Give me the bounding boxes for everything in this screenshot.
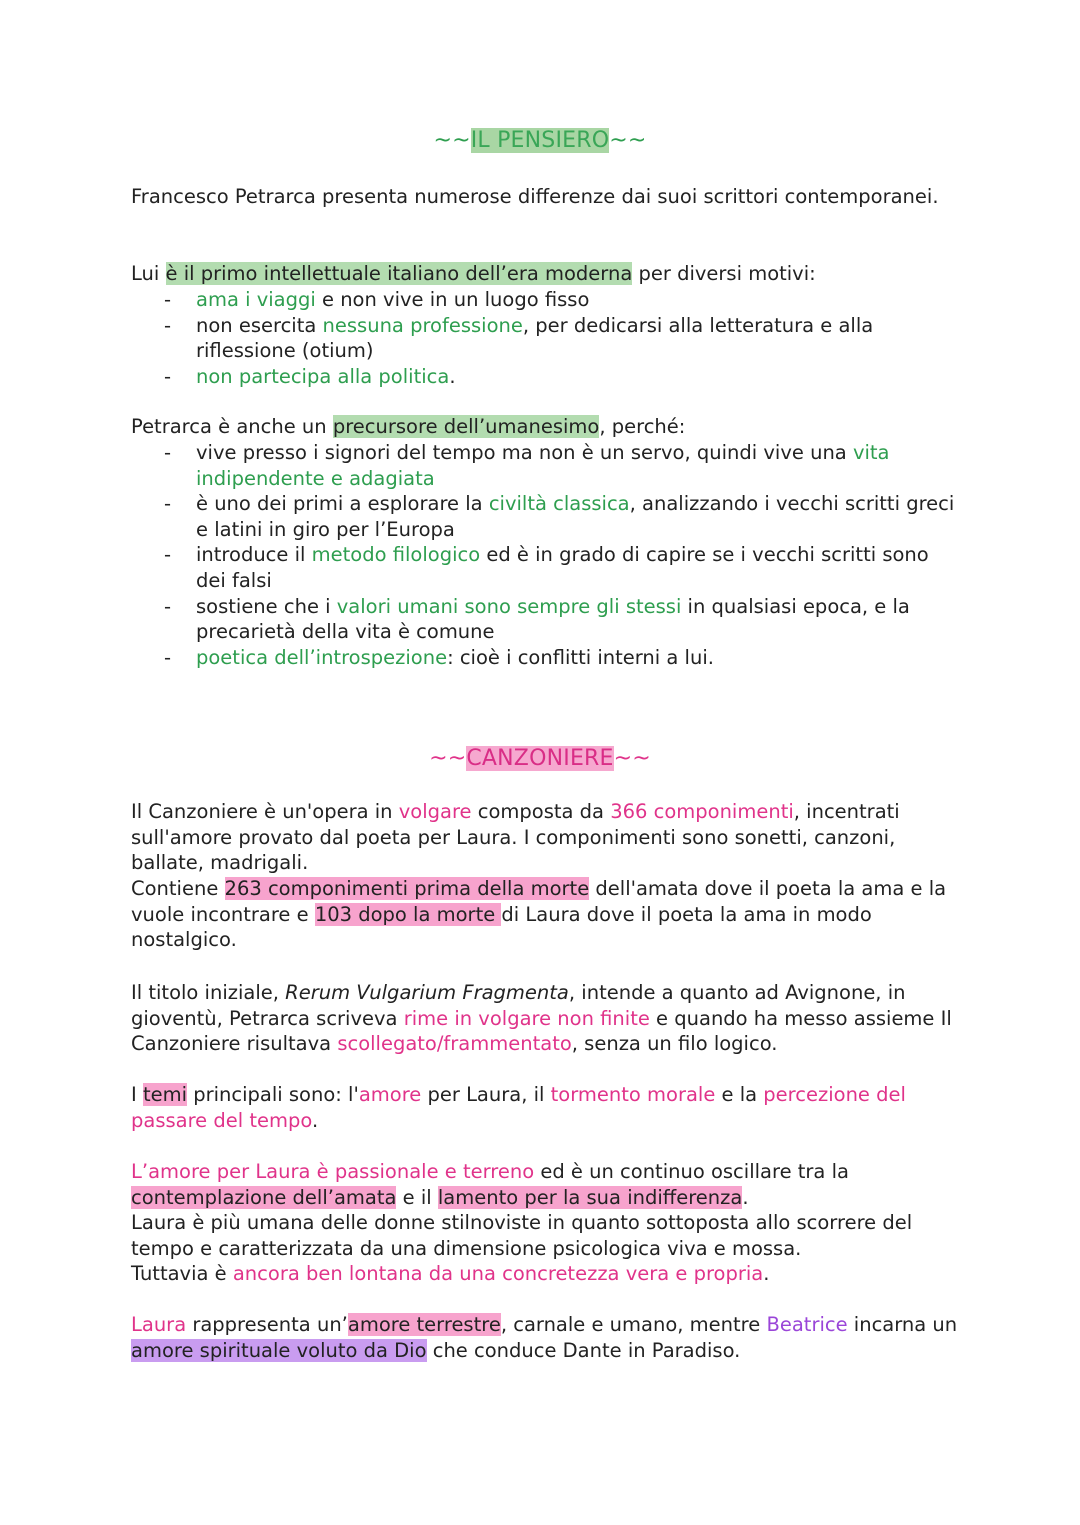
canzoniere-p1: Il Canzoniere è un'opera in volgare composta da 366 componimenti, incentrati sull'amore provato dal poeta per Laura. I componimenti sono sonetti, canzoni, ballate, madrigali.	[131, 800, 900, 875]
heading-pensiero-text: IL PENSIERO	[470, 128, 610, 153]
canzoniere-p6: Laura rappresenta un’amore terrestre, carnale e umano, mentre Beatrice incarna un amore spirituale voluto da Dio che conduce Dante in Paradiso.	[131, 1313, 958, 1362]
list-item: - non partecipa alla politica.	[131, 364, 961, 390]
highlight-primo-intellettuale: è il primo intellettuale italiano dell’era moderna	[165, 262, 633, 285]
heading-canzoniere-text: CANZONIERE	[466, 746, 614, 771]
canzoniere-p5: L’amore per Laura è passionale e terreno ed è un continuo oscillare tra la contemplazione dell’amata e il lamento per la sua indifferenza. Laura è più umana delle donne stilnoviste in quanto sottoposta allo scorrere del tempo e caratterizzata da una dimensione psicologica viva e mossa. Tuttavia è ancora ben lontana da una concretezza vera e propria.	[131, 1160, 913, 1286]
highlight-precursore: precursore dell’umanesimo	[332, 415, 600, 438]
list-item: - è uno dei primi a esplorare la civiltà classica, analizzando i vecchi scritti greci e latini in giro per l’Europa	[131, 491, 961, 542]
list-item: - vive presso i signori del tempo ma non è un servo, quindi vive una vita indipendente e adagiata	[131, 440, 961, 491]
canzoniere-p2: Contiene 263 componimenti prima della morte dell'amata dove il poeta la ama e la vuole incontrare e 103 dopo la morte di Laura dove il poeta la ama in modo nostalgico.	[131, 877, 947, 952]
canzoniere-p3: Il titolo iniziale, Rerum Vulgarium Fragmenta, intende a quanto ad Avignone, in gioventù, Petrarca scriveva rime in volgare non finite e quando ha messo assieme Il Canzoniere risultava scollegato/frammentato, senza un filo logico.	[131, 981, 952, 1056]
pensiero-intro: Francesco Petrarca presenta numerose differenze dai suoi scrittori contemporanei.	[131, 185, 939, 208]
heading-pensiero: ~~IL PENSIERO~~	[433, 128, 647, 153]
perche-list	[131, 440, 961, 670]
list-item: - introduce il metodo filologico ed è in grado di capire se i vecchi scritti sono dei falsi	[131, 542, 961, 593]
heading-canzoniere: ~~CANZONIERE~~	[429, 746, 651, 771]
list-item: - poetica dell’introspezione: cioè i conflitti interni a lui.	[131, 645, 961, 671]
list-item: - ama i viaggi e non vive in un luogo fisso	[131, 287, 961, 313]
canzoniere-p4: I temi principali sono: l'amore per Laura, il tormento morale e la percezione del passare del tempo.	[131, 1083, 906, 1132]
pensiero-lui: Lui è il primo intellettuale italiano dell’era moderna per diversi motivi:	[131, 262, 816, 285]
pensiero-precursore: Petrarca è anche un precursore dell’umanesimo, perché:	[131, 415, 686, 438]
list-item: - non esercita nessuna professione, per dedicarsi alla letteratura e alla riflessione (otium)	[131, 313, 961, 364]
list-item: - sostiene che i valori umani sono sempre gli stessi in qualsiasi epoca, e la precarietà della vita è comune	[131, 594, 961, 645]
motivi-list	[131, 287, 961, 389]
